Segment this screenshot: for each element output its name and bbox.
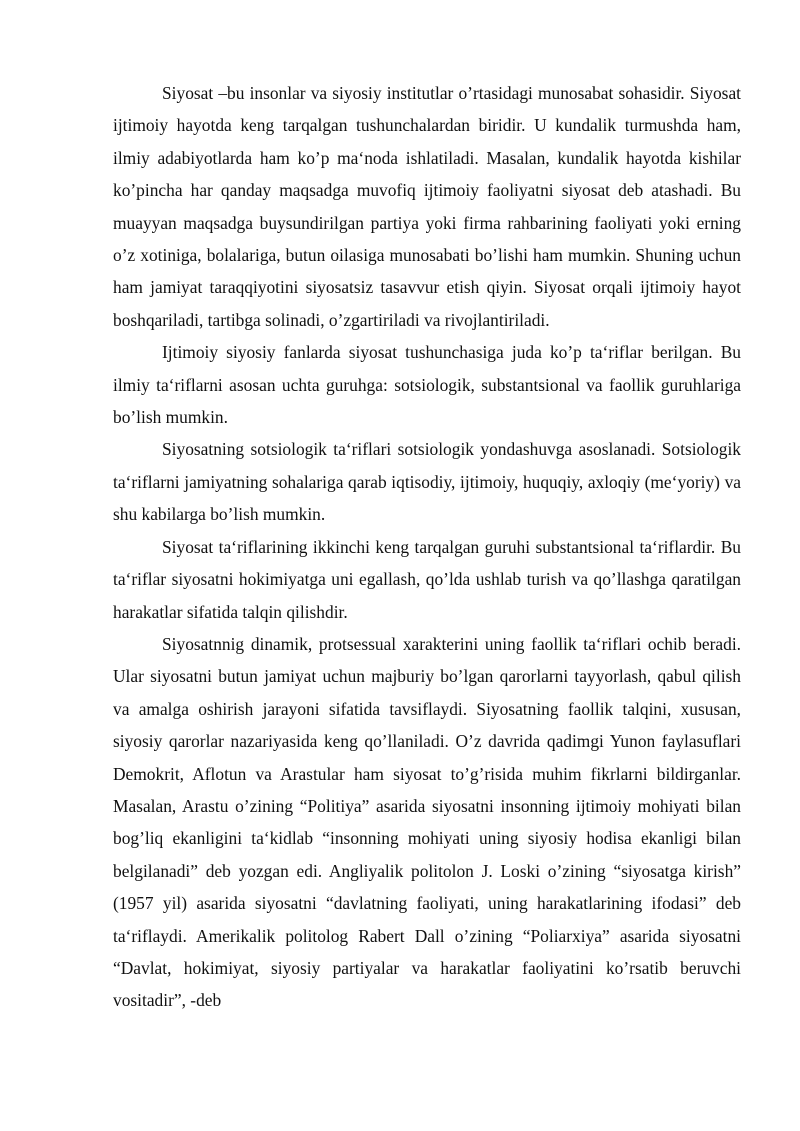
paragraph-definition-groups: Ijtimoiy siyosiy fanlarda siyosat tushunchasiga juda ko’p ta‘riflar berilgan. Bu ilmiy ta‘riflarni asosan uchta guruhga: sotsiologik, substantsional va faollik guruhlariga bo’lish mumkin. (113, 342, 741, 428)
body-text (113, 77, 741, 1017)
paragraph-activity-definitions: Siyosatnnig dinamik, protsessual xarakterini uning faollik ta‘riflari ochib beradi. Ular siyosatni butun jamiyat uchun majburiy bo’lgan qarorlarni tayyorlash, qabul qilish va amalga oshirish jarayoni sifatida tavsiflaydi. Siyosatning faollik talqini, xususan, siyosiy qarorlar nazariyasida keng qo’llaniladi. O’z davrida qadimgi Yunon faylasuflari Demokrit, Aflotun va Arastular ham siyosat to’g’risida muhim fikrlarni bildirganlar. Masalan, Arastu o’zining “Politiya” asarida siyosatni insonning ijtimoiy mohiyati bilan bog’liq ekanligini ta‘kidlab “insonning mohiyati uning siyosiy hodisa ekanligi bilan belgilanadi” deb yozgan edi. Angliyalik politolon J. Loski o’zining “siyosatga kirish” (1957 yil) asarida siyosatni “davlatning faoliyati, uning harakatlarining ifodasi” deb ta‘riflaydi. Amerikalik politolog Rabert Dall o’zining “Poliarxiya” asarida siyosatni “Davlat, hokimiyat, siyosiy partiyalar va harakatlar faoliyatini ko’rsatib beruvchi vositadir”, -deb (113, 633, 741, 1011)
paragraph-substantial-definitions: Siyosat ta‘riflarining ikkinchi keng tarqalgan guruhi substantsional ta‘riflardir. Bu ta‘riflar siyosatni hokimiyatga uni egallash, qo’lda ushlab turish va qo’llashga qaratilgan harakatlar sifatida talqin qilishdir. (113, 536, 741, 622)
paragraph-siyosat-definition: Siyosat –bu insonlar va siyosiy institutlar o’rtasidagi munosabat sohasidir. Siyosat ijtimoiy hayotda keng tarqalgan tushunchalardan biridir. U kundalik turmushda ham, ilmiy adabiyotlarda ham ko’p ma‘noda ishlatiladi. Masalan, kundalik hayotda kishilar ko’pincha har qanday maqsadga muvofiq ijtimoiy faoliyatni siyosat deb atashadi. Bu muayyan maqsadga buysundirilgan partiya yoki firma rahbarining faoliyati yoki erning o’z xotiniga, bolalariga, butun oilasiga munosabati bo’lishi ham mumkin. Shuning uchun ham jamiyat taraqqiyotini siyosatsiz tasavvur etish qiyin. Siyosat orqali ijtimoiy hayot boshqariladi, tartibga solinadi, o’zgartiriladi va rivojlantiriladi. (113, 83, 741, 330)
paragraph-sociological-definitions: Siyosatning sotsiologik ta‘riflari sotsiologik yondashuvga asoslanadi. Sotsiologik ta‘riflarni jamiyatning sohalariga qarab iqtisodiy, ijtimoiy, huquqiy, axloqiy (me‘yoriy) va shu kabilarga bo’lish mumkin. (113, 439, 741, 525)
